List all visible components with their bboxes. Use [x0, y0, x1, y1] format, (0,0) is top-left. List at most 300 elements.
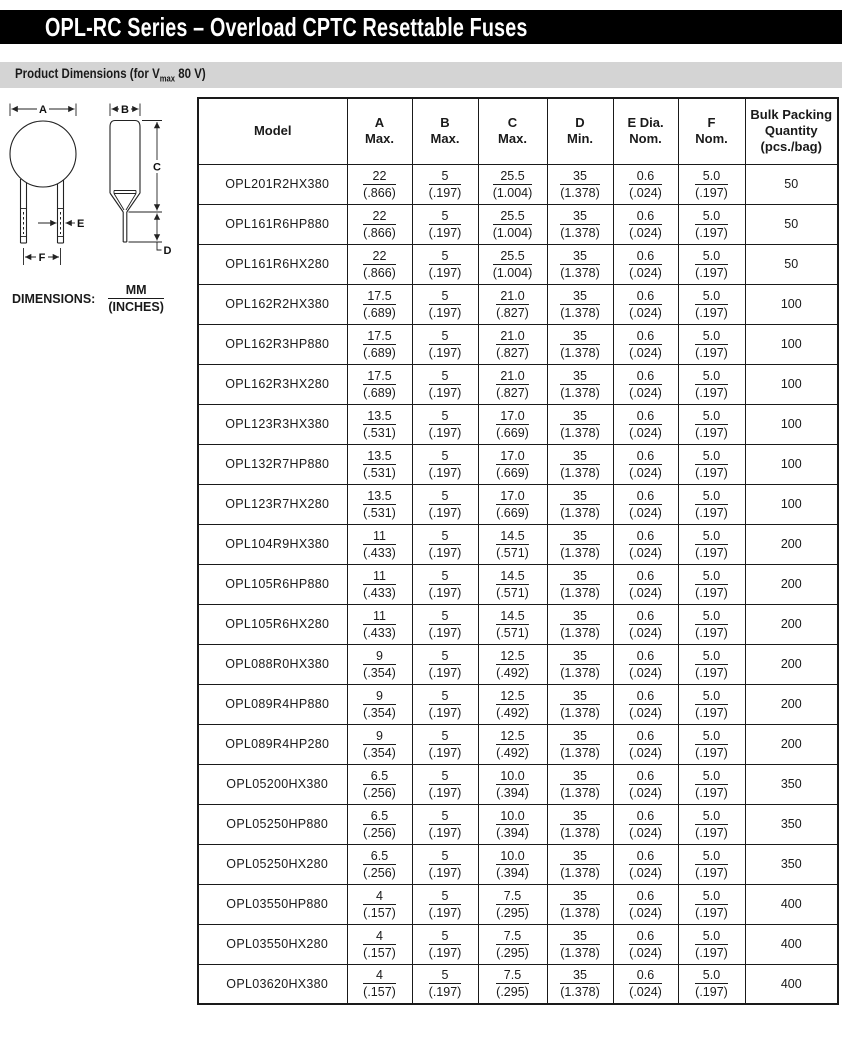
mm-value: 5.0 — [695, 809, 728, 825]
mm-inch-fraction — [493, 169, 533, 200]
mm-inch-fraction — [363, 529, 396, 560]
inch-value: (.024) — [629, 945, 662, 960]
mm-value: 9 — [363, 649, 396, 665]
mm-inch-fraction — [496, 289, 529, 320]
column-header-line: (pcs./bag) — [760, 139, 822, 155]
dim-d-cell — [547, 524, 613, 564]
inch-value: (.197) — [695, 305, 728, 320]
dim-d-cell — [547, 924, 613, 964]
mm-value: 5 — [429, 169, 462, 185]
inch-value: (.157) — [363, 945, 396, 960]
mm-inch-fraction — [560, 489, 600, 520]
inch-value: (1.378) — [560, 905, 600, 920]
inch-value: (.024) — [629, 385, 662, 400]
inch-value: (.689) — [363, 385, 396, 400]
bulk-qty-cell: 350 — [745, 804, 838, 844]
mm-inch-fraction — [496, 369, 529, 400]
inch-value: (.571) — [496, 625, 529, 640]
dim-a-cell — [347, 684, 412, 724]
model-cell: OPL03550HX280 — [198, 924, 347, 964]
mm-value: 12.5 — [496, 729, 529, 745]
dim-d-cell — [547, 764, 613, 804]
model-cell: OPL105R6HP880 — [198, 564, 347, 604]
inch-value: (.197) — [695, 705, 728, 720]
mm-value: 12.5 — [496, 649, 529, 665]
column-header-line: E Dia. — [627, 115, 664, 131]
mm-value: 5 — [429, 449, 462, 465]
mm-inch-fraction — [560, 529, 600, 560]
inch-value: (.197) — [428, 825, 462, 840]
mm-inch-fraction — [560, 409, 600, 440]
mm-value: 5.0 — [695, 609, 728, 625]
dim-e-cell — [613, 684, 678, 724]
mm-inch-fraction — [695, 929, 728, 960]
dim-d-cell — [547, 644, 613, 684]
inch-value: (.024) — [629, 305, 662, 320]
dim-b-cell — [412, 404, 478, 444]
bulk-qty-cell: 350 — [745, 764, 838, 804]
mm-inch-fraction — [429, 569, 462, 600]
mm-inch-fraction — [629, 249, 662, 280]
mm-value: 5.0 — [695, 369, 728, 385]
mm-inch-fraction — [695, 809, 728, 840]
mm-inch-fraction — [560, 889, 600, 920]
mm-value: 35 — [560, 929, 600, 945]
inch-value: (.295) — [496, 945, 529, 960]
dim-f-cell — [678, 284, 745, 324]
mm-inch-fraction — [363, 329, 396, 360]
table-row — [198, 964, 838, 1004]
mm-value: 4 — [363, 929, 396, 945]
column-header-line: Min. — [567, 131, 593, 147]
mm-value: 4 — [363, 968, 396, 984]
inch-value: (1.378) — [560, 465, 600, 480]
mm-value: 5 — [429, 689, 462, 705]
mm-inch-fraction — [560, 649, 600, 680]
dimensions-legend — [12, 283, 164, 314]
dim-b-cell — [412, 844, 478, 884]
bulk-qty-cell: 50 — [745, 164, 838, 204]
mm-value: 35 — [560, 729, 600, 745]
mm-inch-fraction — [695, 569, 728, 600]
mm-inch-fraction — [363, 369, 396, 400]
table-row — [198, 284, 838, 324]
section-title-subscript: max — [159, 73, 176, 84]
dim-e-cell — [613, 444, 678, 484]
mm-value: 17.0 — [496, 449, 529, 465]
dim-c-cell — [478, 644, 547, 684]
mm-value: 0.6 — [629, 889, 662, 905]
inch-value: (.024) — [629, 225, 662, 240]
mm-inch-fraction — [695, 329, 728, 360]
inch-value: (.197) — [695, 545, 728, 560]
inch-value: (.394) — [496, 785, 529, 800]
dim-a-cell — [347, 644, 412, 684]
mm-inch-fraction — [363, 849, 396, 880]
mm-inch-fraction — [695, 769, 728, 800]
column-header — [347, 98, 412, 164]
mm-value: 0.6 — [629, 849, 662, 865]
inch-value: (1.378) — [560, 945, 600, 960]
column-header-line: Nom. — [695, 131, 728, 147]
mm-value: 5 — [429, 929, 462, 945]
dim-f-cell — [678, 484, 745, 524]
mm-inch-fraction — [695, 729, 728, 760]
bulk-qty-cell: 200 — [745, 684, 838, 724]
bulk-qty-cell: 100 — [745, 284, 838, 324]
mm-value: 17.0 — [496, 489, 529, 505]
mm-inch-fraction — [695, 409, 728, 440]
inch-value: (.531) — [363, 505, 396, 520]
inch-value: (.433) — [363, 625, 396, 640]
inch-value: (.197) — [695, 825, 728, 840]
table-row — [198, 684, 838, 724]
mm-inch-fraction — [496, 649, 529, 680]
table-row — [198, 724, 838, 764]
units-fraction — [108, 283, 164, 314]
mm-inch-fraction — [560, 609, 600, 640]
dim-c-label: C — [153, 161, 161, 174]
inch-value: (.157) — [363, 985, 396, 1000]
mm-value: 7.5 — [496, 968, 529, 984]
bulk-qty-cell: 50 — [745, 244, 838, 284]
mm-value: 5.0 — [695, 889, 728, 905]
mm-value: 35 — [560, 169, 600, 185]
inch-value: (.295) — [496, 905, 529, 920]
mm-value: 35 — [560, 609, 600, 625]
mm-inch-fraction — [695, 209, 728, 240]
mm-inch-fraction — [695, 449, 728, 480]
inch-value: (1.378) — [560, 865, 600, 880]
dim-f-cell — [678, 324, 745, 364]
dim-a-cell — [347, 564, 412, 604]
mm-value: 5 — [429, 329, 462, 345]
table-row — [198, 324, 838, 364]
inch-value: (.354) — [363, 705, 396, 720]
inch-value: (1.378) — [560, 985, 600, 1000]
dim-d-cell — [547, 604, 613, 644]
dim-c-cell — [478, 164, 547, 204]
mm-inch-fraction — [560, 169, 600, 200]
mm-value: 35 — [560, 249, 600, 265]
dim-b-cell — [412, 484, 478, 524]
mm-value: 0.6 — [629, 609, 662, 625]
mm-value: 0.6 — [629, 649, 662, 665]
inch-value: (.197) — [428, 665, 462, 680]
mm-value: 5 — [429, 968, 462, 984]
dim-a-label: A — [39, 104, 47, 116]
dim-e-cell — [613, 564, 678, 604]
table-row — [198, 924, 838, 964]
inch-value: (.197) — [428, 705, 462, 720]
dim-a-cell — [347, 884, 412, 924]
dim-d-cell — [547, 884, 613, 924]
table-row — [198, 804, 838, 844]
dim-c-cell — [478, 764, 547, 804]
table-row — [198, 404, 838, 444]
dim-e-cell — [613, 324, 678, 364]
inch-value: (.024) — [629, 745, 662, 760]
mm-value: 5 — [429, 729, 462, 745]
dim-e-cell — [613, 164, 678, 204]
mm-value: 0.6 — [629, 968, 662, 984]
bulk-qty-cell: 100 — [745, 484, 838, 524]
mm-inch-fraction — [429, 849, 462, 880]
dim-a-cell — [347, 284, 412, 324]
mm-inch-fraction — [695, 169, 728, 200]
model-cell: OPL162R3HX280 — [198, 364, 347, 404]
model-cell: OPL132R7HP880 — [198, 444, 347, 484]
inch-value: (.197) — [428, 745, 462, 760]
inch-value: (1.378) — [560, 825, 600, 840]
inch-value: (.256) — [363, 865, 396, 880]
dim-c-cell — [478, 364, 547, 404]
bulk-qty-cell: 200 — [745, 524, 838, 564]
mm-inch-fraction — [496, 889, 529, 920]
bulk-qty-cell: 200 — [745, 644, 838, 684]
dim-a-cell — [347, 244, 412, 284]
mm-inch-fraction — [429, 409, 462, 440]
mm-inch-fraction — [560, 968, 600, 999]
column-header — [412, 98, 478, 164]
mm-inch-fraction — [560, 209, 600, 240]
dim-f-cell — [678, 804, 745, 844]
mm-inch-fraction — [496, 689, 529, 720]
inch-value: (.197) — [428, 185, 462, 200]
dim-d-cell — [547, 404, 613, 444]
dim-a-cell — [347, 964, 412, 1004]
column-header-line: Bulk Packing — [750, 107, 833, 123]
mm-value: 7.5 — [496, 889, 529, 905]
inch-value: (.531) — [363, 465, 396, 480]
mm-inch-fraction — [496, 489, 529, 520]
dim-b-cell — [412, 444, 478, 484]
mm-inch-fraction — [363, 569, 396, 600]
dim-b-cell — [412, 684, 478, 724]
inch-value: (1.004) — [492, 185, 533, 200]
inch-value: (.197) — [695, 785, 728, 800]
dim-e-cell — [613, 764, 678, 804]
dim-c-cell — [478, 724, 547, 764]
mm-value: 17.0 — [496, 409, 529, 425]
mm-inch-fraction — [629, 289, 662, 320]
column-header — [678, 98, 745, 164]
inch-value: (.024) — [629, 185, 662, 200]
column-header — [478, 98, 547, 164]
bulk-qty-cell: 200 — [745, 724, 838, 764]
dim-c-cell — [478, 684, 547, 724]
section-title-prefix: Product Dimensions (for V — [15, 66, 160, 82]
units-mm: MM — [108, 283, 164, 299]
mm-value: 5.0 — [695, 769, 728, 785]
bulk-qty-cell: 200 — [745, 604, 838, 644]
mm-value: 5 — [429, 649, 462, 665]
mm-inch-fraction — [629, 889, 662, 920]
dim-d-cell — [547, 364, 613, 404]
inch-value: (.827) — [496, 385, 529, 400]
mm-inch-fraction — [695, 689, 728, 720]
dim-c-cell — [478, 564, 547, 604]
mm-value: 17.5 — [363, 329, 396, 345]
inch-value: (.024) — [629, 425, 662, 440]
dim-f-cell — [678, 404, 745, 444]
mm-inch-fraction — [629, 529, 662, 560]
dim-d-cell — [547, 284, 613, 324]
mm-value: 5.0 — [695, 689, 728, 705]
inch-value: (.197) — [428, 305, 462, 320]
column-header-line: F — [707, 115, 716, 131]
column-header — [547, 98, 613, 164]
mm-value: 11 — [363, 569, 396, 585]
dim-e-cell — [613, 724, 678, 764]
mm-value: 10.0 — [496, 769, 529, 785]
mm-value: 35 — [560, 329, 600, 345]
dim-c-cell — [478, 924, 547, 964]
column-header-line: Quantity — [764, 123, 818, 139]
inch-value: (.197) — [428, 425, 462, 440]
mm-inch-fraction — [363, 249, 396, 280]
table-row — [198, 364, 838, 404]
mm-inch-fraction — [560, 929, 600, 960]
dim-c-cell — [478, 484, 547, 524]
model-cell: OPL162R2HX380 — [198, 284, 347, 324]
mm-inch-fraction — [560, 329, 600, 360]
mm-inch-fraction — [629, 769, 662, 800]
mm-value: 0.6 — [629, 409, 662, 425]
model-cell: OPL105R6HX280 — [198, 604, 347, 644]
mm-inch-fraction — [429, 929, 462, 960]
mm-inch-fraction — [629, 649, 662, 680]
dim-f-cell — [678, 844, 745, 884]
dim-d-cell — [547, 244, 613, 284]
mm-value: 13.5 — [363, 489, 396, 505]
dim-d-cell — [547, 804, 613, 844]
inch-value: (.197) — [695, 665, 728, 680]
inch-value: (.024) — [629, 265, 662, 280]
column-header-line: Nom. — [629, 131, 662, 147]
dim-d-cell — [547, 484, 613, 524]
inch-value: (.157) — [363, 905, 396, 920]
inch-value: (.197) — [695, 265, 728, 280]
mm-inch-fraction — [429, 289, 462, 320]
mm-value: 35 — [560, 809, 600, 825]
table-row — [198, 764, 838, 804]
dim-a-cell — [347, 484, 412, 524]
mm-inch-fraction — [363, 649, 396, 680]
mm-inch-fraction — [496, 409, 529, 440]
mm-inch-fraction — [429, 209, 462, 240]
mm-value: 5.0 — [695, 169, 728, 185]
dim-a-cell — [347, 844, 412, 884]
inch-value: (.197) — [428, 865, 462, 880]
mm-value: 0.6 — [629, 329, 662, 345]
dim-f-cell — [678, 964, 745, 1004]
mm-value: 5.0 — [695, 489, 728, 505]
mm-value: 5.0 — [695, 529, 728, 545]
inch-value: (1.378) — [560, 665, 600, 680]
dim-f-cell — [678, 684, 745, 724]
column-header-line: Max. — [498, 131, 527, 147]
inch-value: (.354) — [363, 665, 396, 680]
mm-value: 5.0 — [695, 849, 728, 865]
inch-value: (.492) — [496, 705, 529, 720]
mm-inch-fraction — [363, 449, 396, 480]
model-cell: OPL104R9HX380 — [198, 524, 347, 564]
section-bar — [0, 62, 842, 88]
mm-value: 13.5 — [363, 449, 396, 465]
inch-value: (.024) — [629, 345, 662, 360]
page-title: OPL-RC Series – Overload CPTC Resettable Fuses — [45, 11, 528, 42]
mm-inch-fraction — [496, 809, 529, 840]
dim-b-cell — [412, 924, 478, 964]
mm-inch-fraction — [695, 609, 728, 640]
mm-value: 17.5 — [363, 369, 396, 385]
mm-value: 35 — [560, 889, 600, 905]
inch-value: (.197) — [428, 625, 462, 640]
mm-inch-fraction — [560, 849, 600, 880]
mm-value: 0.6 — [629, 729, 662, 745]
mm-inch-fraction — [629, 449, 662, 480]
dim-b-cell — [412, 164, 478, 204]
mm-inch-fraction — [429, 689, 462, 720]
dim-f-cell — [678, 724, 745, 764]
mm-inch-fraction — [496, 729, 529, 760]
dim-c-cell — [478, 324, 547, 364]
mm-inch-fraction — [429, 169, 462, 200]
front-leads — [21, 179, 64, 243]
mm-inch-fraction — [496, 529, 529, 560]
table-header-row — [198, 98, 838, 164]
dim-b-cell — [412, 644, 478, 684]
mm-value: 5 — [429, 489, 462, 505]
mm-value: 13.5 — [363, 409, 396, 425]
mm-value: 7.5 — [496, 929, 529, 945]
table-row — [198, 884, 838, 924]
table-row — [198, 484, 838, 524]
mm-inch-fraction — [629, 968, 662, 999]
inch-value: (.689) — [363, 305, 396, 320]
mm-inch-fraction — [560, 569, 600, 600]
mm-value: 14.5 — [496, 529, 529, 545]
inch-value: (.197) — [695, 865, 728, 880]
mm-value: 5 — [429, 289, 462, 305]
mm-value: 21.0 — [496, 369, 529, 385]
bulk-qty-cell: 400 — [745, 884, 838, 924]
mm-value: 22 — [363, 169, 396, 185]
bulk-qty-cell: 50 — [745, 204, 838, 244]
dim-b-cell — [412, 964, 478, 1004]
mm-value: 25.5 — [493, 169, 533, 185]
inch-value: (.256) — [363, 785, 396, 800]
mm-value: 0.6 — [629, 929, 662, 945]
mm-inch-fraction — [629, 609, 662, 640]
dim-f-cell — [678, 164, 745, 204]
table-row — [198, 644, 838, 684]
dim-a-cell — [347, 524, 412, 564]
inch-value: (1.378) — [560, 545, 600, 560]
mm-value: 5 — [429, 769, 462, 785]
mm-inch-fraction — [363, 809, 396, 840]
inch-value: (.689) — [363, 345, 396, 360]
mm-inch-fraction — [560, 689, 600, 720]
mm-value: 5.0 — [695, 649, 728, 665]
dim-b-label: B — [121, 104, 129, 116]
mm-inch-fraction — [363, 409, 396, 440]
inch-value: (1.378) — [560, 265, 600, 280]
mm-inch-fraction — [695, 649, 728, 680]
model-cell: OPL03550HP880 — [198, 884, 347, 924]
mm-value: 6.5 — [363, 769, 396, 785]
